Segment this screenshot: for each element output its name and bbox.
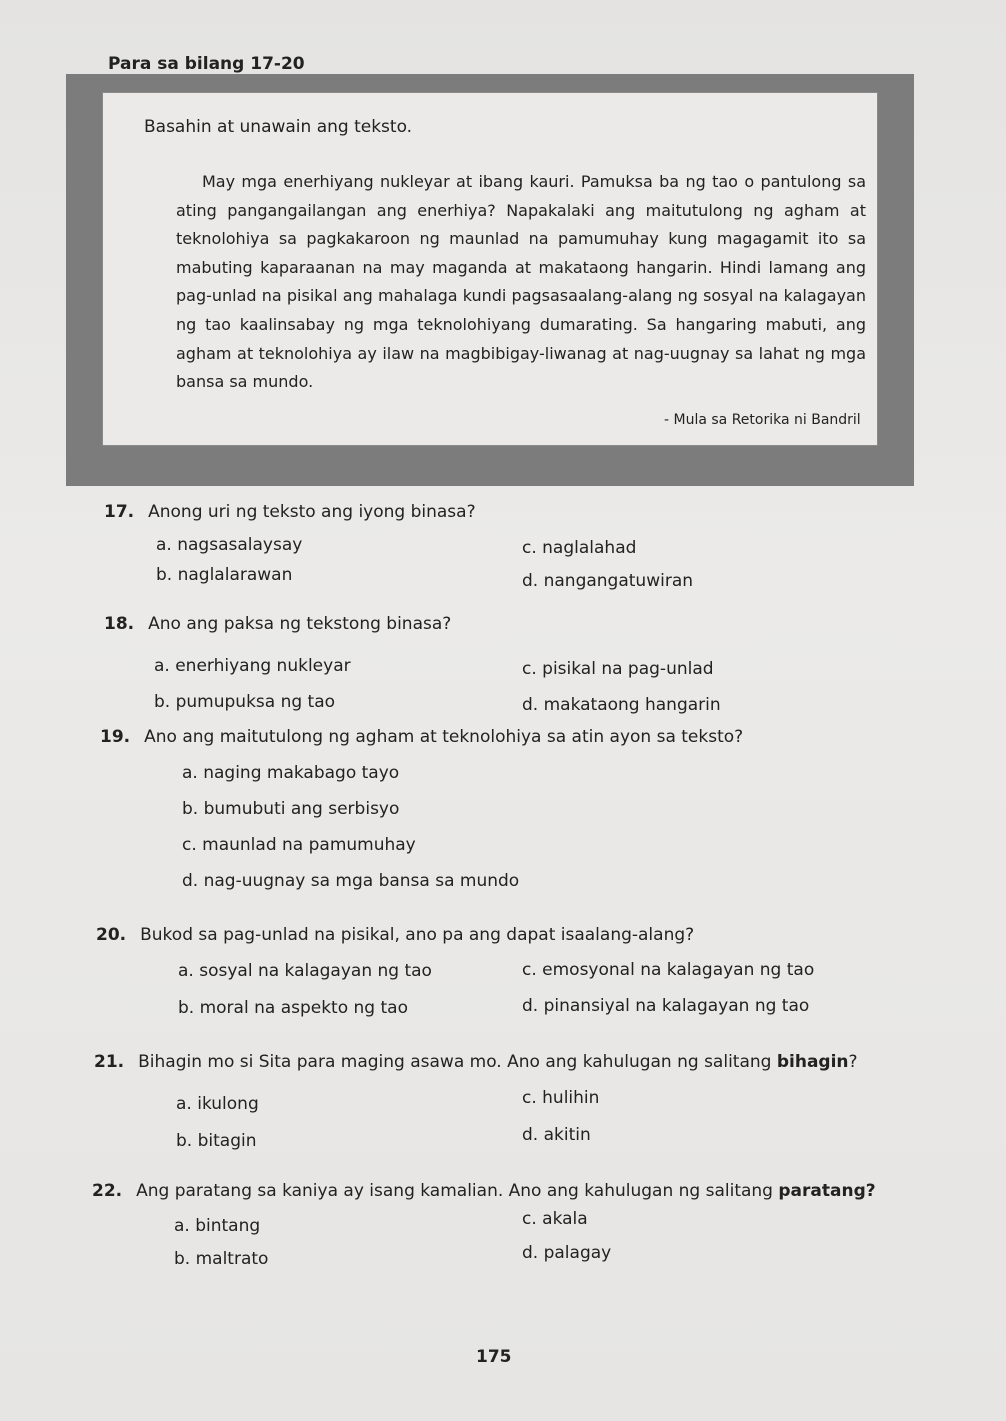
question-text: Ano ang paksa ng tekstong binasa? xyxy=(148,614,452,634)
question-text: Ang paratang sa kaniya ay isang kamalian. Ano ang kahulugan ng salitang xyxy=(136,1181,779,1201)
option-a[interactable]: a. bintang xyxy=(174,1216,261,1236)
option-a[interactable]: a. enerhiyang nukleyar xyxy=(154,656,351,676)
question-number: 18. xyxy=(104,614,135,634)
option-c[interactable]: c. akala xyxy=(522,1209,588,1229)
question-22 xyxy=(92,1181,876,1201)
question-number: 17. xyxy=(104,502,135,522)
question-number: 21. xyxy=(94,1052,125,1072)
option-c[interactable]: c. emosyonal na kalagayan ng tao xyxy=(522,960,815,980)
option-b[interactable]: b. maltrato xyxy=(174,1249,269,1269)
question-keyword: bihagin xyxy=(776,1052,849,1072)
question-number: 20. xyxy=(96,925,127,945)
page-number: 175 xyxy=(476,1347,512,1367)
option-d[interactable]: d. nag-uugnay sa mga bansa sa mundo xyxy=(182,871,520,891)
option-b[interactable]: b. pumupuksa ng tao xyxy=(154,692,336,712)
option-a[interactable]: a. ikulong xyxy=(176,1094,259,1114)
question-text-end: ? xyxy=(848,1052,858,1072)
passage-source: - Mula sa Retorika ni Bandril xyxy=(664,412,861,428)
passage-instruction: Basahin at unawain ang teksto. xyxy=(144,117,413,137)
question-text: Bukod sa pag-unlad na pisikal, ano pa ang dapat isaalang-alang? xyxy=(140,925,695,945)
option-d[interactable]: d. palagay xyxy=(522,1243,612,1263)
option-b[interactable]: b. bumubuti ang serbisyo xyxy=(182,799,400,819)
option-d[interactable]: d. pinansiyal na kalagayan ng tao xyxy=(522,996,810,1016)
option-c[interactable]: c. maunlad na pamumuhay xyxy=(182,835,416,855)
question-21 xyxy=(94,1052,858,1072)
question-number: 19. xyxy=(100,727,131,747)
option-b[interactable]: b. bitagin xyxy=(176,1131,257,1151)
question-text: Ano ang maitutulong ng agham at teknolohiya sa atin ayon sa teksto? xyxy=(144,727,744,747)
option-d[interactable]: d. nangangatuwiran xyxy=(522,571,694,591)
question-keyword: paratang? xyxy=(778,1181,876,1201)
option-c[interactable]: c. naglalahad xyxy=(522,538,637,558)
question-18 xyxy=(104,614,451,634)
option-c[interactable]: c. hulihin xyxy=(522,1088,600,1108)
option-b[interactable]: b. naglalarawan xyxy=(156,565,293,585)
option-a[interactable]: a. nagsasalaysay xyxy=(156,535,303,555)
question-19 xyxy=(100,727,743,747)
question-20 xyxy=(96,925,694,945)
option-a[interactable]: a. sosyal na kalagayan ng tao xyxy=(178,961,432,981)
question-text: Anong uri ng teksto ang iyong binasa? xyxy=(148,502,476,522)
option-d[interactable]: d. makataong hangarin xyxy=(522,695,721,715)
option-c[interactable]: c. pisikal na pag-unlad xyxy=(522,659,714,679)
option-b[interactable]: b. moral na aspekto ng tao xyxy=(178,998,408,1018)
question-17 xyxy=(104,502,476,522)
section-heading: Para sa bilang 17-20 xyxy=(108,54,305,74)
question-text: Bihagin mo si Sita para maging asawa mo. Ano ang kahulugan ng salitang xyxy=(138,1052,777,1072)
option-a[interactable]: a. naging makabago tayo xyxy=(182,763,400,783)
question-number: 22. xyxy=(92,1181,123,1201)
option-d[interactable]: d. akitin xyxy=(522,1125,591,1145)
passage-text: May mga enerhiyang nukleyar at ibang kauri. Pamuksa ba ng tao o pantulong sa ating pangangailangan ang enerhiya? Napakalaki ang maitutulong ng agham at teknolohiya sa pagkakaroon ng maunlad na pamumuhay kung magagamit ito sa mabuting kaparaanan na may maganda at makataong hangarin. Hindi lamang ang pag-unlad na pisikal ang mahalaga kundi pagsasaalang-alang ng sosyal na kalagayan ng tao kaalinsabay ng mga teknolohiyang dumarating. Sa hangaring mabuti, ang agham at teknolohiya ay ilaw na magbibigay-liwanag at nag-uugnay sa lahat ng mga bansa sa mundo. xyxy=(176,172,866,392)
